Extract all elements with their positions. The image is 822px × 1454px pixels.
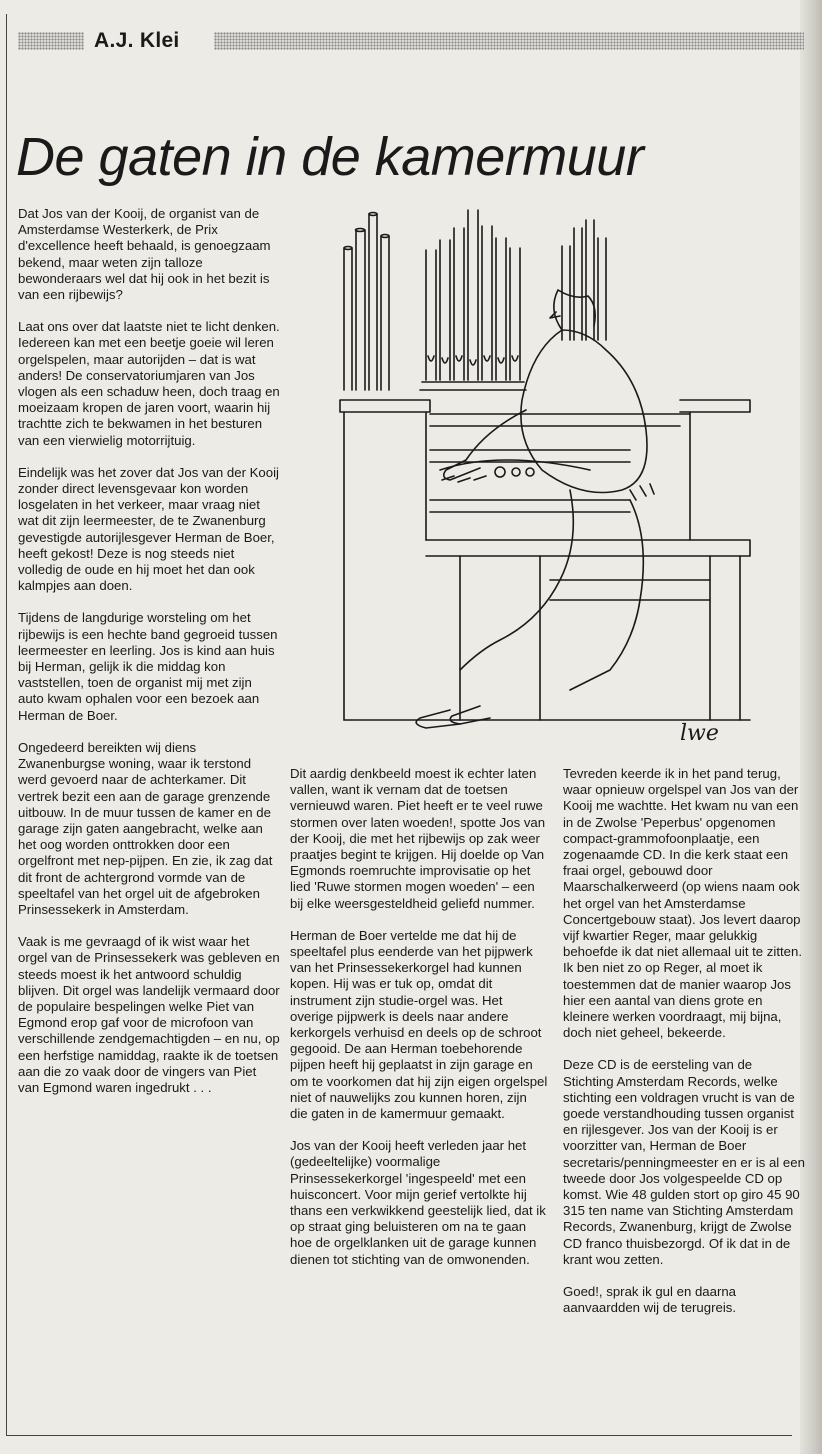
bottom-rule: [6, 1435, 792, 1436]
column-rule: [6, 14, 7, 1436]
paragraph: Vaak is me gevraagd of ik wist waar het orgel van de Prinsessekerk was gebleven en steeds moest ik het antwoord schuldig blijven. Dit orgel was landelijk vermaard door de populaire bespelingen welke Piet van Egmond erop gaf voor de microfoon van verschillende zendgemachtigden – en nu, op een herfstige namiddag, raakte ik de toetsen aan die zo vaak door de vingers van Piet van Egmond waren ingedrukt . . .: [18, 934, 280, 1095]
illustrator-signature: lwe: [680, 721, 719, 745]
author-name: A.J. Klei: [94, 29, 180, 52]
article-column-1: [18, 206, 280, 1112]
paragraph: Jos van der Kooij heeft verleden jaar het (gedeeltelijke) voormalige Prinsessekerkorgel 'ingespeeld' met een huisconcert. Voor mijn gerief vertolkte hij thans een verkwikkend geestelijk lied, dat ik op straat ging beluisteren om na te gaan hoe de orgelklanken uit de garage kunnen dienen tot stichting van de omwonenden.: [290, 1138, 546, 1267]
organ-pipes-left: [344, 213, 389, 391]
author-bar: [18, 28, 804, 54]
paragraph: Eindelijk was het zover dat Jos van der Kooij zonder direct levensgevaar kon worden losgelaten in het verkeer, maar vraag niet wat dit zijn leermeester, de te Zwanenburg gevestigde autorijlesgever Herman de Boer, heeft gekost! Deze is nog steeds niet volledig de oude en hij moet het dan ook kalmpjes aan doen.: [18, 464, 279, 594]
article-column-2: [290, 766, 548, 1284]
paragraph: Tevreden keerde ik in het pand terug, waar opnieuw orgelspel van Jos van der Kooij me wachtte. Het kwam nu van een in de Zwolse 'Peperbus' opgenomen compact-grammofoonplaatje, een zogenaamde CD. In die kerk staat een fraai orgel, gebouwd door Maarschalkerweerd (op wiens naam ook het orgel van het Amsterdamse Concertgebouw staat). Jos levert daarop vijf kwartier Reger, maar gelukkig behoefde ik dat niet allemaal uit te zitten. Ik ben niet zo op Reger, al moet ik toestemmen dat de manier waarop Jos hier een aantal van diens grote en kleinere werken voordraagt, mij bijna, doch niet geheel, bekeerde.: [563, 766, 802, 1041]
paragraph: Dat Jos van der Kooij, de organist van de Amsterdamse Westerkerk, de Prix d'excellence heeft behaald, is genoegzaam bekend, maar weten zijn talloze bewonderaars wel dat hij ook in het bezit is van een rijbewijs?: [18, 206, 271, 303]
paragraph: Deze CD is de eersteling van de Stichting Amsterdam Records, welke stichting een voldragen vrucht is van de goede verstandhouding tussen organist en rijlesgever. Jos van der Kooij is er voorzitter van, Herman de Boer secretaris/penningmeester en er is al een tweede door Jos volgespeelde CD op komst. Wie 48 gulden stort op giro 45 90 315 ten name van Stichting Amsterdam Records, Zwanenburg, krijgt de Zwolse CD franco thuisbezorgd. Of ik dat in de krant wou zetten.: [563, 1057, 805, 1267]
article-column-3: [563, 766, 805, 1333]
article-headline: De gaten in de kamermuur: [16, 127, 644, 187]
paragraph: Ongedeerd bereikten wij diens Zwanenburgse woning, waar ik terstond werd gevoerd naar de achterkamer. Dit vertrek bezit een aan de garage grenzende uitbouw. In de muur tussen de kamer en de garage zijn gaten aangebracht, welke aan het oog worden onttrokken door een orgelfront met nep-pijpen. En zie, ik zag dat dit front de achtergrond vormde van de speeltafel van het orgel uit de afgebroken Prinsessekerk in Amsterdam.: [18, 739, 273, 917]
organist-figure: [416, 290, 654, 728]
organist-illustration: [330, 200, 760, 745]
halftone-bar-right: [214, 32, 804, 50]
halftone-bar-left: [18, 32, 84, 50]
paragraph: Dit aardig denkbeeld moest ik echter laten vallen, want ik vernam dat de toetsen vernieuwd waren. Piet heeft er te veel ruwe stormen over laten woeden!, spotte Jos van der Kooij, die met het rijbewijs op zak weer praatjes begint te krijgen. Hij doelde op Van Egmonds roemruchte improvisatie op het lied 'Ruwe stormen mogen woeden' – een bij elke weersgesteldheid geliefd nummer.: [290, 766, 546, 911]
paragraph: Tijdens de langdurige worsteling om het rijbewijs is een hechte band gegroeid tussen leermeester en leerling. Jos is kind aan huis bij Herman, gelijk ik die middag kon vaststellen, toen de organist mij met zijn auto kwam ophalen voor een bezoek aan Herman de Boer.: [18, 610, 278, 723]
organ-console: [340, 400, 750, 720]
paragraph: Laat ons over dat laatste niet te licht denken. Iedereen kan met een beetje goeie wil leren orgelspelen, maar autorijden – dat is wat anders! De conservatoriumjaren van Jos vlogen als een schaduw heen, doch traag en moeizaam kropen de jaren voort, waarin hij trachtte zich te bekwamen in het besturen van een vierwielig motorrijtuig.: [18, 319, 280, 448]
organ-pipes-center: [420, 210, 526, 390]
paragraph: Herman de Boer vertelde me dat hij de speeltafel plus eenderde van het pijpwerk van het Prinsessekerkorgel had kunnen kopen. Hij was er tuk op, omdat dit instrument zijn studie-orgel was. Het overige pijpwerk is deels naar andere kerkorgels verhuisd en deels op de schroot gegooid. De aan Herman toebehorende pijpen heeft hij geplaatst in zijn garage en om te voorkomen dat hij zijn eigen orgelspel niet of nauwelijks zou kunnen horen, zijn die gaten in de kamermuur gemaakt.: [290, 927, 548, 1122]
organ-pipes-right: [562, 220, 606, 340]
paragraph: Goed!, sprak ik gul en daarna aanvaardden wij de terugreis.: [563, 1284, 737, 1316]
